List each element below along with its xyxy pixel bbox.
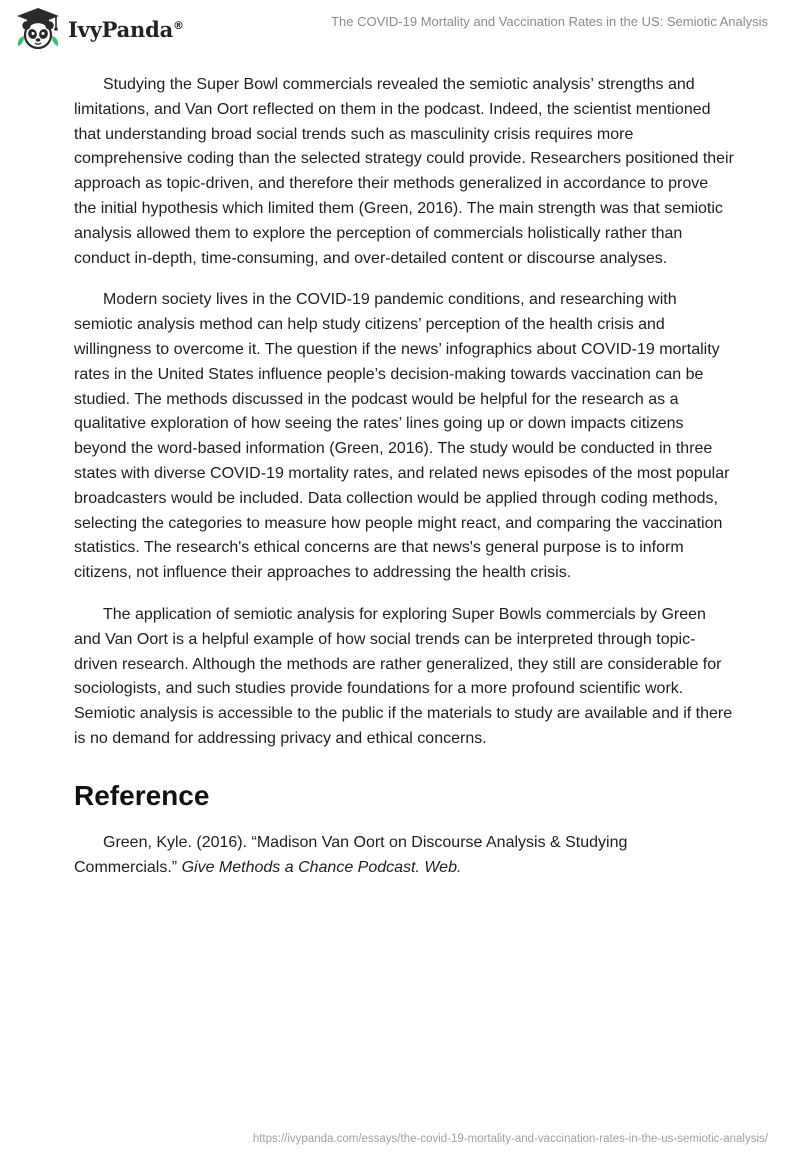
reference-citation: Green, Kyle. (2016). “Madison Van Oort on Discourse Analysis & Studying Commercials.” [74,833,628,876]
reference-item [74,831,734,881]
body-paragraph: Studying the Super Bowl commercials revealed the semiotic analysis’ strengths and limitations, and Van Oort reflected on them in the podcast. Indeed, the scientist mentioned that understanding broad social trends such as masculinity crisis requires more comprehensive coding than the selected strategy could provide. Researchers positioned their approach as topic-driven, and therefore their methods generalized in accordance to prove the initial hypothesis which limited them (Green, 2016). The main strength was that semiotic analysis allowed them to explore the perception of commercials holistically rather than conduct in-depth, time-consuming, and over-detailed content or discourse analyses. [74,76,734,267]
reference-source: Give Methods a Chance Podcast. Web. [181,858,462,876]
body-paragraph: The application of semiotic analysis for exploring Super Bowls commercials by Green and Van Oort is a helpful example of how social trends can be interpreted through topic-driven research. Although the methods are rather generalized, they still are considerable for sociologists, and such studies provide foundations for a more profound scientific work. Semiotic analysis is accessible to the public if the materials to study are available and if there is no demand for addressing privacy and ethical concerns. [74,605,733,747]
essay-body [74,73,734,880]
footer-url[interactable]: https://ivypanda.com/essays/the-covid-19-mortality-and-vaccination-rates-in-the-us-semiotic-analysis/ [252,1133,768,1145]
registered-mark: ® [173,18,184,32]
reference-heading: Reference [74,779,210,811]
document-title: The COVID-19 Mortality and Vaccination Rates in the US: Semiotic Analysis [331,14,768,29]
panda-icon [14,6,62,50]
ivypanda-logo[interactable] [14,6,184,50]
logo-text: IvyPanda® [68,16,184,42]
page-header [0,0,800,60]
body-paragraph: Modern society lives in the COVID-19 pandemic conditions, and researching with semiotic analysis method can help study citizens’ perception of the health crisis and willingness to overcome it. The question if the news’ infographics about COVID-19 mortality rates in the United States influence people’s decision-making towards vaccination can be studied. The methods discussed in the podcast would be helpful for the research as a qualitative exploration of how seeing the rates’ lines going up or down impacts citizens beyond the word-based information (Green, 2016). The study would be conducted in three states with diverse COVID-19 mortality rates, and related news episodes of the most popular broadcasters would be included. Data collection would be applied through coding methods, selecting the categories to measure how people might react, and comparing the vaccination statistics. The research's ethical concerns are that news's general purpose is to inform citizens, not influence their approaches to addressing the health crisis. [74,291,730,582]
